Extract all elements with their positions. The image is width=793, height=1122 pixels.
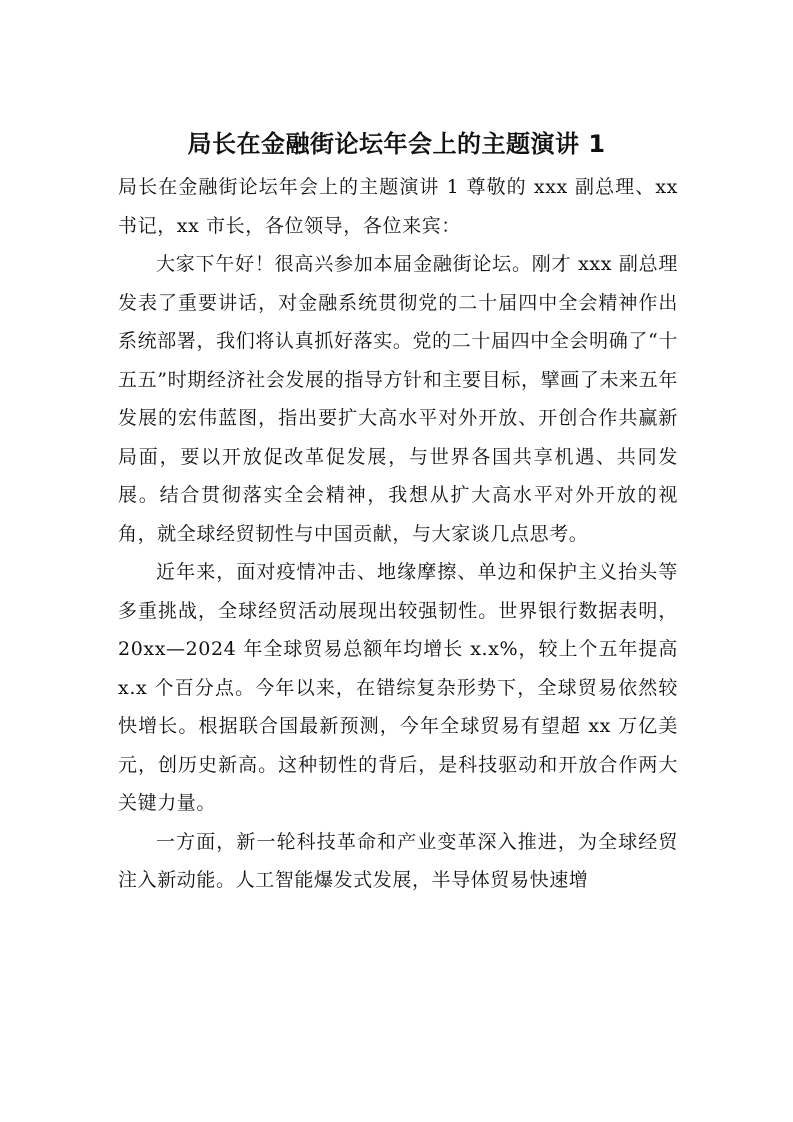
- document-body: [118, 168, 678, 900]
- paragraph-greeting-intro: 大家下午好！很高兴参加本届金融街论坛。刚才 xxx 副总理发表了重要讲话，对金融系统贯彻党的二十届四中全会精神作出系统部署，我们将认真抓好落实。党的二十届四中全会明确了“十五五”时期经济社会发展的指导方针和主要目标，擘画了未来五年发展的宏伟蓝图，指出要扩大高水平对外开放、开创合作共赢新局面，要以开放促改革促发展，与世界各国共享机遇、共同发展。结合贯彻落实全会精神，我想从扩大高水平对外开放的视角，就全球经贸韧性与中国贡献，与大家谈几点思考。: [118, 253, 678, 545]
- paragraph-tech-drive: 一方面，新一轮科技革命和产业变革深入推进，为全球经贸注入新动能。人工智能爆发式发展，半导体贸易快速增: [118, 830, 678, 891]
- paragraph-trade-resilience: 近年来，面对疫情冲击、地缘摩擦、单边和保护主义抬头等多重挑战，全球经贸活动展现出较强韧性。世界银行数据表明，20xx—2024 年全球贸易总额年均增长 x.x%，较上个五年提高 x.x 个百分点。今年以来，在错综复杂形势下，全球贸易依然较快增长。根据联合国最新预测，今年全球贸易有望超 xx 万亿美元，创历史新高。这种韧性的背后，是科技驱动和开放合作两大关键力量。: [118, 561, 678, 814]
- document-title: 局长在金融街论坛年会上的主题演讲 1: [187, 130, 606, 158]
- paragraph-opening-salutation: 局长在金融街论坛年会上的主题演讲 1 尊敬的 xxx 副总理、xx 书记，xx 市长，各位领导，各位来宾：: [118, 176, 678, 237]
